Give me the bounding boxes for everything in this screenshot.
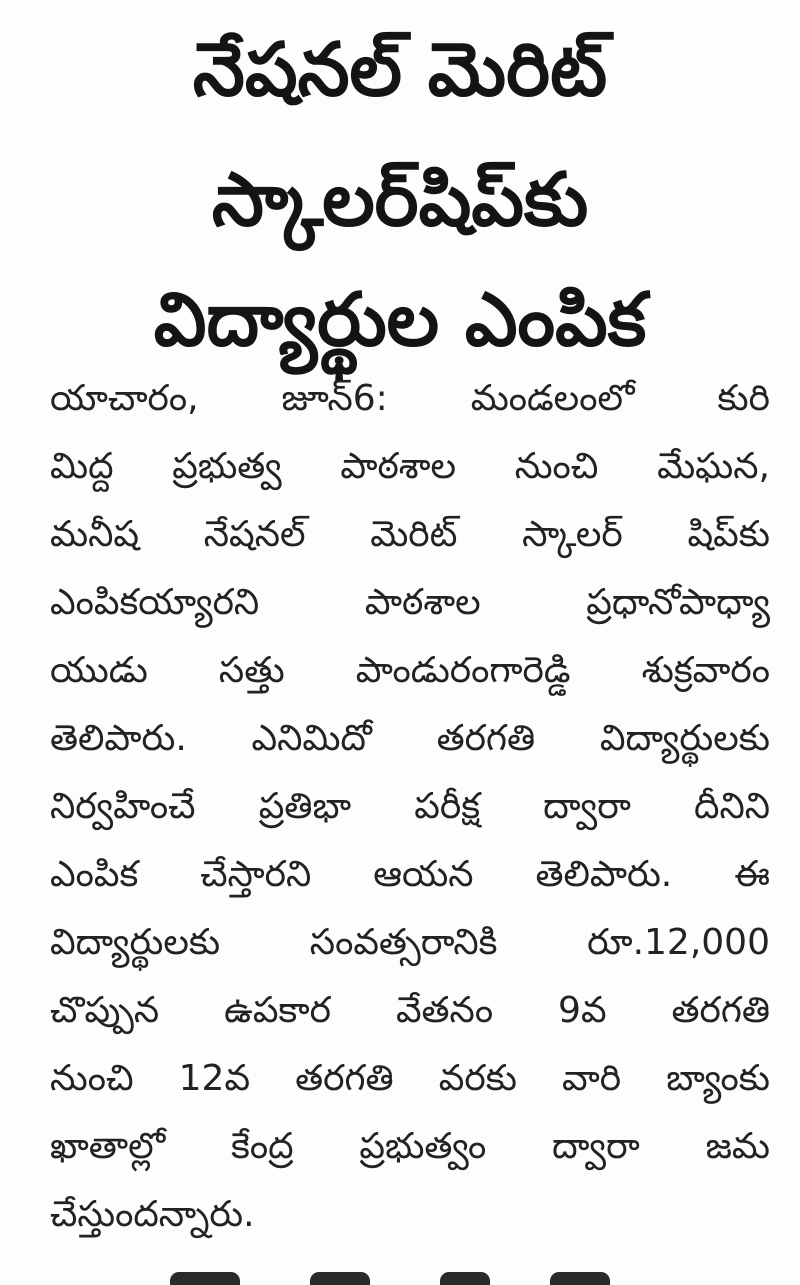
- body-line-5: యుడు సత్తు పాండురంగారెడ్డి శుక్రవారం: [50, 650, 770, 691]
- body-line-13: చేస్తుందన్నారు.: [50, 1194, 255, 1235]
- body-line-8: ఎంపిక చేస్తారని ఆయన తెలిపారు. ఈ: [50, 854, 770, 895]
- body-line-7: నిర్వహించే ప్రతిభా పరీక్ష ద్వారా దీనిని: [50, 786, 770, 827]
- headline-line-3: విద్యార్థుల ఎంపిక: [153, 277, 647, 363]
- body-line-9: విద్యార్థులకు సంవత్సరానికి రూ.12,000: [50, 922, 770, 963]
- body-line-1: యాచారం, జూన్‌6: మండలంలో కురి: [50, 378, 770, 419]
- body-line-4: ఎంపికయ్యారని పాఠశాల ప్రధానోపాధ్యా: [50, 582, 770, 623]
- body-line-12: ఖాతాల్లో కేంద్ర ప్రభుత్వం ద్వారా జమ: [50, 1126, 770, 1167]
- body-line-10: చొప్పున ఉపకార వేతనం 9వ తరగతి: [50, 990, 770, 1031]
- headline-line-2: స్కాలర్‌షిప్‌కు: [211, 157, 589, 243]
- body-line-6: తెలిపారు. ఎనిమిదో తరగతి విద్యార్థులకు: [50, 718, 770, 759]
- cutoff-ink-1: [170, 1272, 240, 1285]
- cutoff-ink-4: [550, 1272, 610, 1285]
- cutoff-ink-2: [310, 1272, 370, 1285]
- headline-line-1: నేషనల్ మెరిట్: [192, 27, 608, 113]
- body-line-2: మిద్ద ప్రభుత్వ పాఠశాల నుంచి మేఘన,: [50, 446, 770, 487]
- next-headline-cutoff: [150, 1262, 650, 1285]
- body-line-3: మనీష నేషనల్ మెరిట్ స్కాలర్ షిప్‌కు: [50, 514, 770, 555]
- cutoff-ink-3: [440, 1272, 490, 1285]
- body-line-11: నుంచి 12వ తరగతి వరకు వారి బ్యాంకు: [50, 1058, 770, 1099]
- article-body: [50, 365, 770, 1249]
